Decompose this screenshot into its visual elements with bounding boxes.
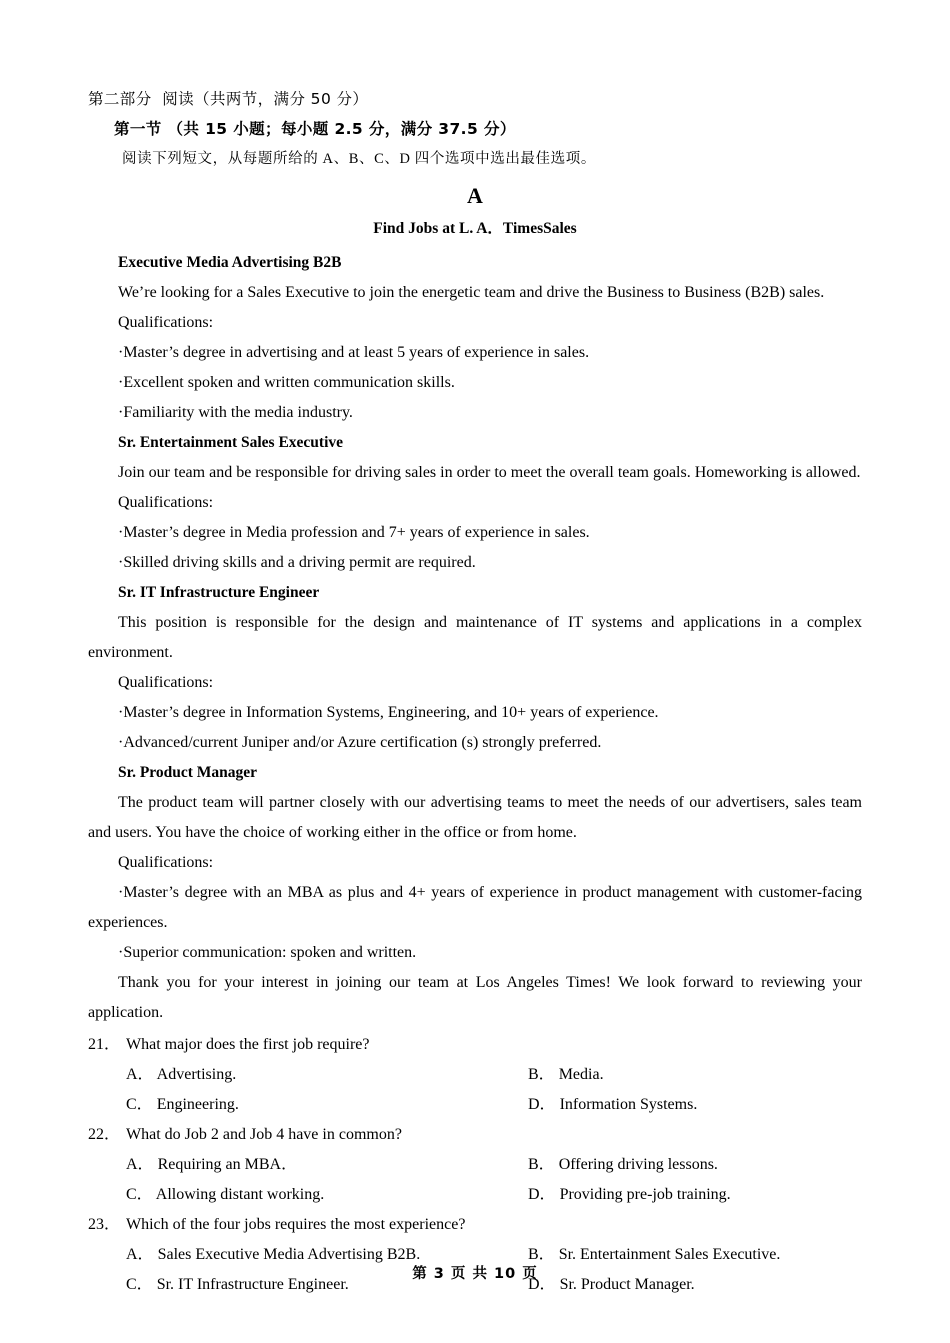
qualification-item: ·Skilled driving skills and a driving permit are required. — [118, 554, 476, 571]
qualifications-label: Qualifications: — [118, 674, 214, 691]
option-label: C． — [126, 1186, 153, 1203]
passage-paragraph: Join our team and be responsible for driving sales in order to meet the overall team goals. Homeworking is allowed. — [118, 464, 861, 481]
qualification-item: ·Master’s degree in Information Systems, Engineering, and 10+ years of experience. — [118, 704, 659, 721]
option-text: Allowing distant working. — [152, 1186, 325, 1203]
option-text: Sr. IT Infrastructure Engineer. — [152, 1276, 349, 1293]
option-text: Providing pre-job training. — [555, 1186, 731, 1203]
option-text: Sr. Entertainment Sales Executive. — [554, 1246, 781, 1263]
question-text: Which of the four jobs requires the most experience? — [126, 1216, 466, 1233]
option-b[interactable] — [528, 1060, 604, 1090]
section-instruction: 阅读下列短文，从每题所给的 A、B、C、D 四个选项中选出最佳选项。 — [122, 151, 596, 167]
question-text: What major does the first job require? — [126, 1036, 370, 1053]
option-text: Sr. Product Manager. — [555, 1276, 695, 1293]
option-text: Advertising. — [153, 1066, 237, 1083]
option-group — [88, 1150, 862, 1210]
option-b[interactable] — [528, 1150, 718, 1180]
section-heading: 第一节 （共 15 小题；每小题 2.5 分，满分 37.5 分） — [114, 120, 516, 138]
option-label: A． — [126, 1246, 154, 1263]
question-text: What do Job 2 and Job 4 have in common? — [126, 1126, 402, 1143]
option-text: Information Systems. — [555, 1096, 698, 1113]
option-text: Sales Executive Media Advertising B2B. — [153, 1246, 421, 1263]
option-label: D． — [528, 1276, 556, 1293]
option-d[interactable] — [528, 1090, 697, 1120]
job-heading: Sr. Entertainment Sales Executive — [118, 434, 344, 451]
option-a[interactable] — [126, 1060, 236, 1090]
passage-letter: A — [467, 183, 483, 208]
option-a[interactable] — [126, 1150, 297, 1180]
qualification-item: ·Master’s degree in Media profession and 7+ years of experience in sales. — [118, 524, 590, 541]
passage-paragraph: The product team will partner closely with our advertising teams to meet the needs of our advertisers, sales team and users. You have the choice of working either in the office or from home. — [88, 794, 862, 841]
qualification-item: ·Advanced/current Juniper and/or Azure certification (s) strongly preferred. — [118, 734, 602, 751]
passage-paragraph: We’re looking for a Sales Executive to join the energetic team and drive the Business to Business (B2B) sales. — [118, 284, 825, 301]
qualification-item: ·Master’s degree in advertising and at least 5 years of experience in sales. — [118, 344, 590, 361]
option-label: B． — [528, 1246, 555, 1263]
option-label: B． — [528, 1156, 555, 1173]
option-label: D． — [528, 1096, 556, 1113]
passage-title: Find Jobs at L. A．TimesSales — [373, 220, 577, 237]
qualification-item: ·Master’s degree with an MBA as plus and 4+ years of experience in product management with customer-facing experiences. — [88, 884, 862, 931]
part-heading: 第二部分 阅读（共两节，满分 50 分） — [88, 90, 369, 108]
question-number: 23． — [88, 1216, 121, 1233]
qualification-item: ·Familiarity with the media industry. — [118, 404, 353, 421]
option-text: Requiring an MBA． — [153, 1156, 298, 1173]
job-heading: Sr. IT Infrastructure Engineer — [118, 584, 320, 601]
job-heading: Executive Media Advertising B2B — [118, 254, 342, 271]
question-number: 22． — [88, 1126, 121, 1143]
option-label: D． — [528, 1186, 556, 1203]
option-d[interactable] — [528, 1180, 731, 1210]
option-text: Media. — [554, 1066, 604, 1083]
option-group — [88, 1060, 862, 1120]
question-number: 21． — [88, 1036, 121, 1053]
page-footer: 第 3 页 共 10 页 — [412, 1266, 538, 1282]
option-c[interactable] — [126, 1090, 239, 1120]
question-stem — [88, 1030, 862, 1060]
qualification-item: ·Superior communication: spoken and written. — [118, 944, 417, 961]
question-stem — [88, 1210, 862, 1240]
qualifications-label: Qualifications: — [118, 494, 214, 511]
passage-paragraph: This position is responsible for the design and maintenance of IT systems and applications in a complex environment. — [88, 614, 862, 661]
passage-paragraph: Thank you for your interest in joining our team at Los Angeles Times! We look forward to reviewing your application. — [88, 974, 862, 1021]
qualifications-label: Qualifications: — [118, 854, 214, 871]
option-label: A． — [126, 1156, 154, 1173]
option-label: C． — [126, 1096, 153, 1113]
qualifications-label: Qualifications: — [118, 314, 214, 331]
questions-list — [88, 1030, 862, 1300]
question-stem — [88, 1120, 862, 1150]
option-label: B． — [528, 1066, 555, 1083]
option-text: Offering driving lessons. — [554, 1156, 718, 1173]
qualification-item: ·Excellent spoken and written communication skills. — [118, 374, 455, 391]
option-label: A． — [126, 1066, 154, 1083]
option-label: C． — [126, 1276, 153, 1293]
passage-body — [88, 248, 862, 1028]
option-text: Engineering. — [152, 1096, 239, 1113]
option-c[interactable] — [126, 1180, 324, 1210]
job-heading: Sr. Product Manager — [118, 764, 258, 781]
